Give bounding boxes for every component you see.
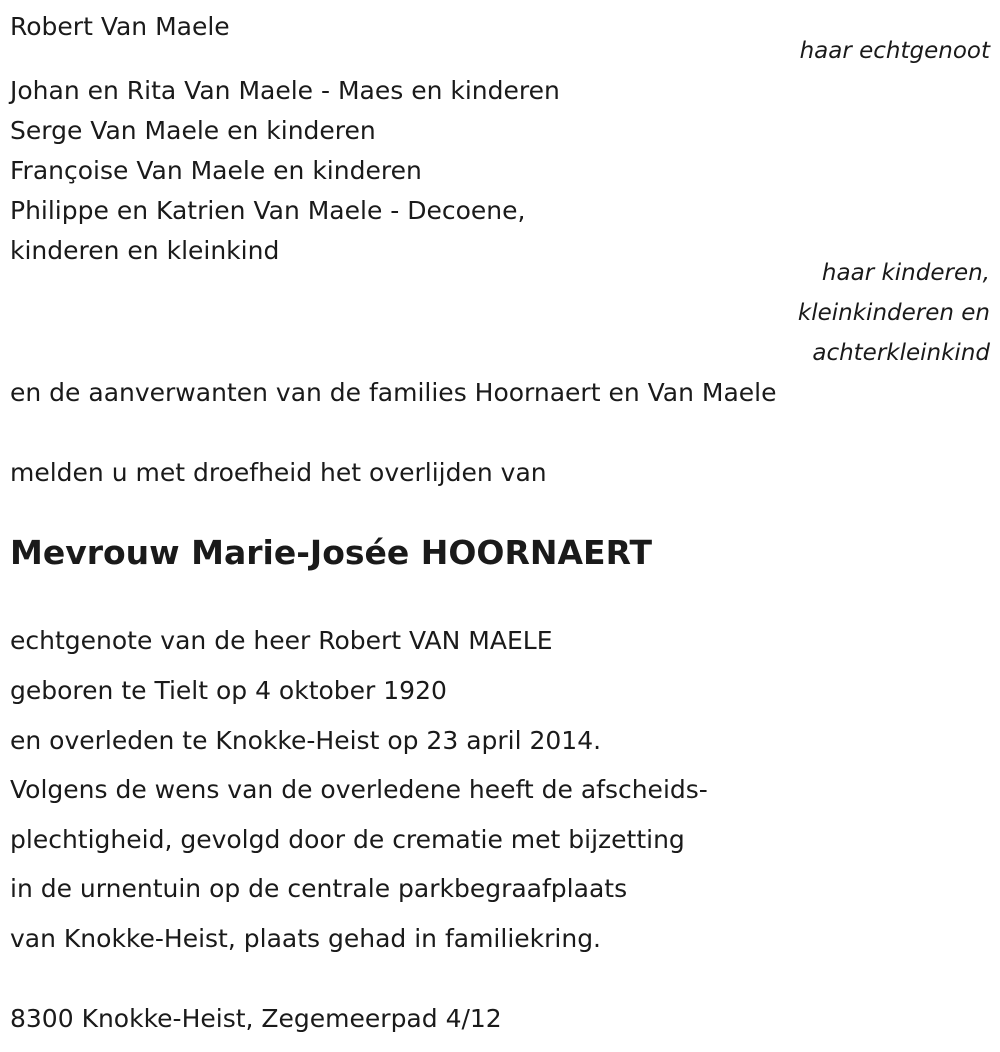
children-line: Françoise Van Maele en kinderen — [10, 156, 422, 185]
address-line: 8300 Knokke-Heist, Zegemeerpad 4/12 — [10, 1004, 502, 1033]
detail-line: Volgens de wens van de overledene heeft de afscheids- — [10, 775, 708, 804]
children-line: kinderen en kleinkind — [10, 236, 280, 265]
detail-line: echtgenote van de heer Robert VAN MAELE — [10, 626, 553, 655]
deceased-name: Mevrouw Marie-Josée HOORNAERT — [10, 533, 653, 572]
detail-line: geboren te Tielt op 4 oktober 1920 — [10, 676, 447, 705]
detail-line: van Knokke-Heist, plaats gehad in familiekring. — [10, 924, 602, 953]
relatives-line: en de aanverwanten van de families Hoornaert en Van Maele — [10, 378, 777, 407]
spouse-role: haar echtgenoot — [799, 38, 990, 64]
children-line: Serge Van Maele en kinderen — [10, 116, 376, 145]
children-line: Johan en Rita Van Maele - Maes en kinderen — [10, 76, 560, 105]
detail-line: en overleden te Knokke-Heist op 23 april 2014. — [10, 726, 602, 755]
children-role-line: haar kinderen, — [821, 260, 990, 286]
children-role-line: achterkleinkind — [812, 340, 990, 366]
detail-line: in de urnentuin op de centrale parkbegraafplaats — [10, 874, 628, 903]
announcement-line: melden u met droefheid het overlijden van — [10, 458, 547, 487]
detail-line: plechtigheid, gevolgd door de crematie met bijzetting — [10, 825, 685, 854]
children-role-line: kleinkinderen en — [797, 300, 990, 326]
children-line: Philippe en Katrien Van Maele - Decoene, — [10, 196, 526, 225]
spouse-name: Robert Van Maele — [10, 12, 230, 41]
